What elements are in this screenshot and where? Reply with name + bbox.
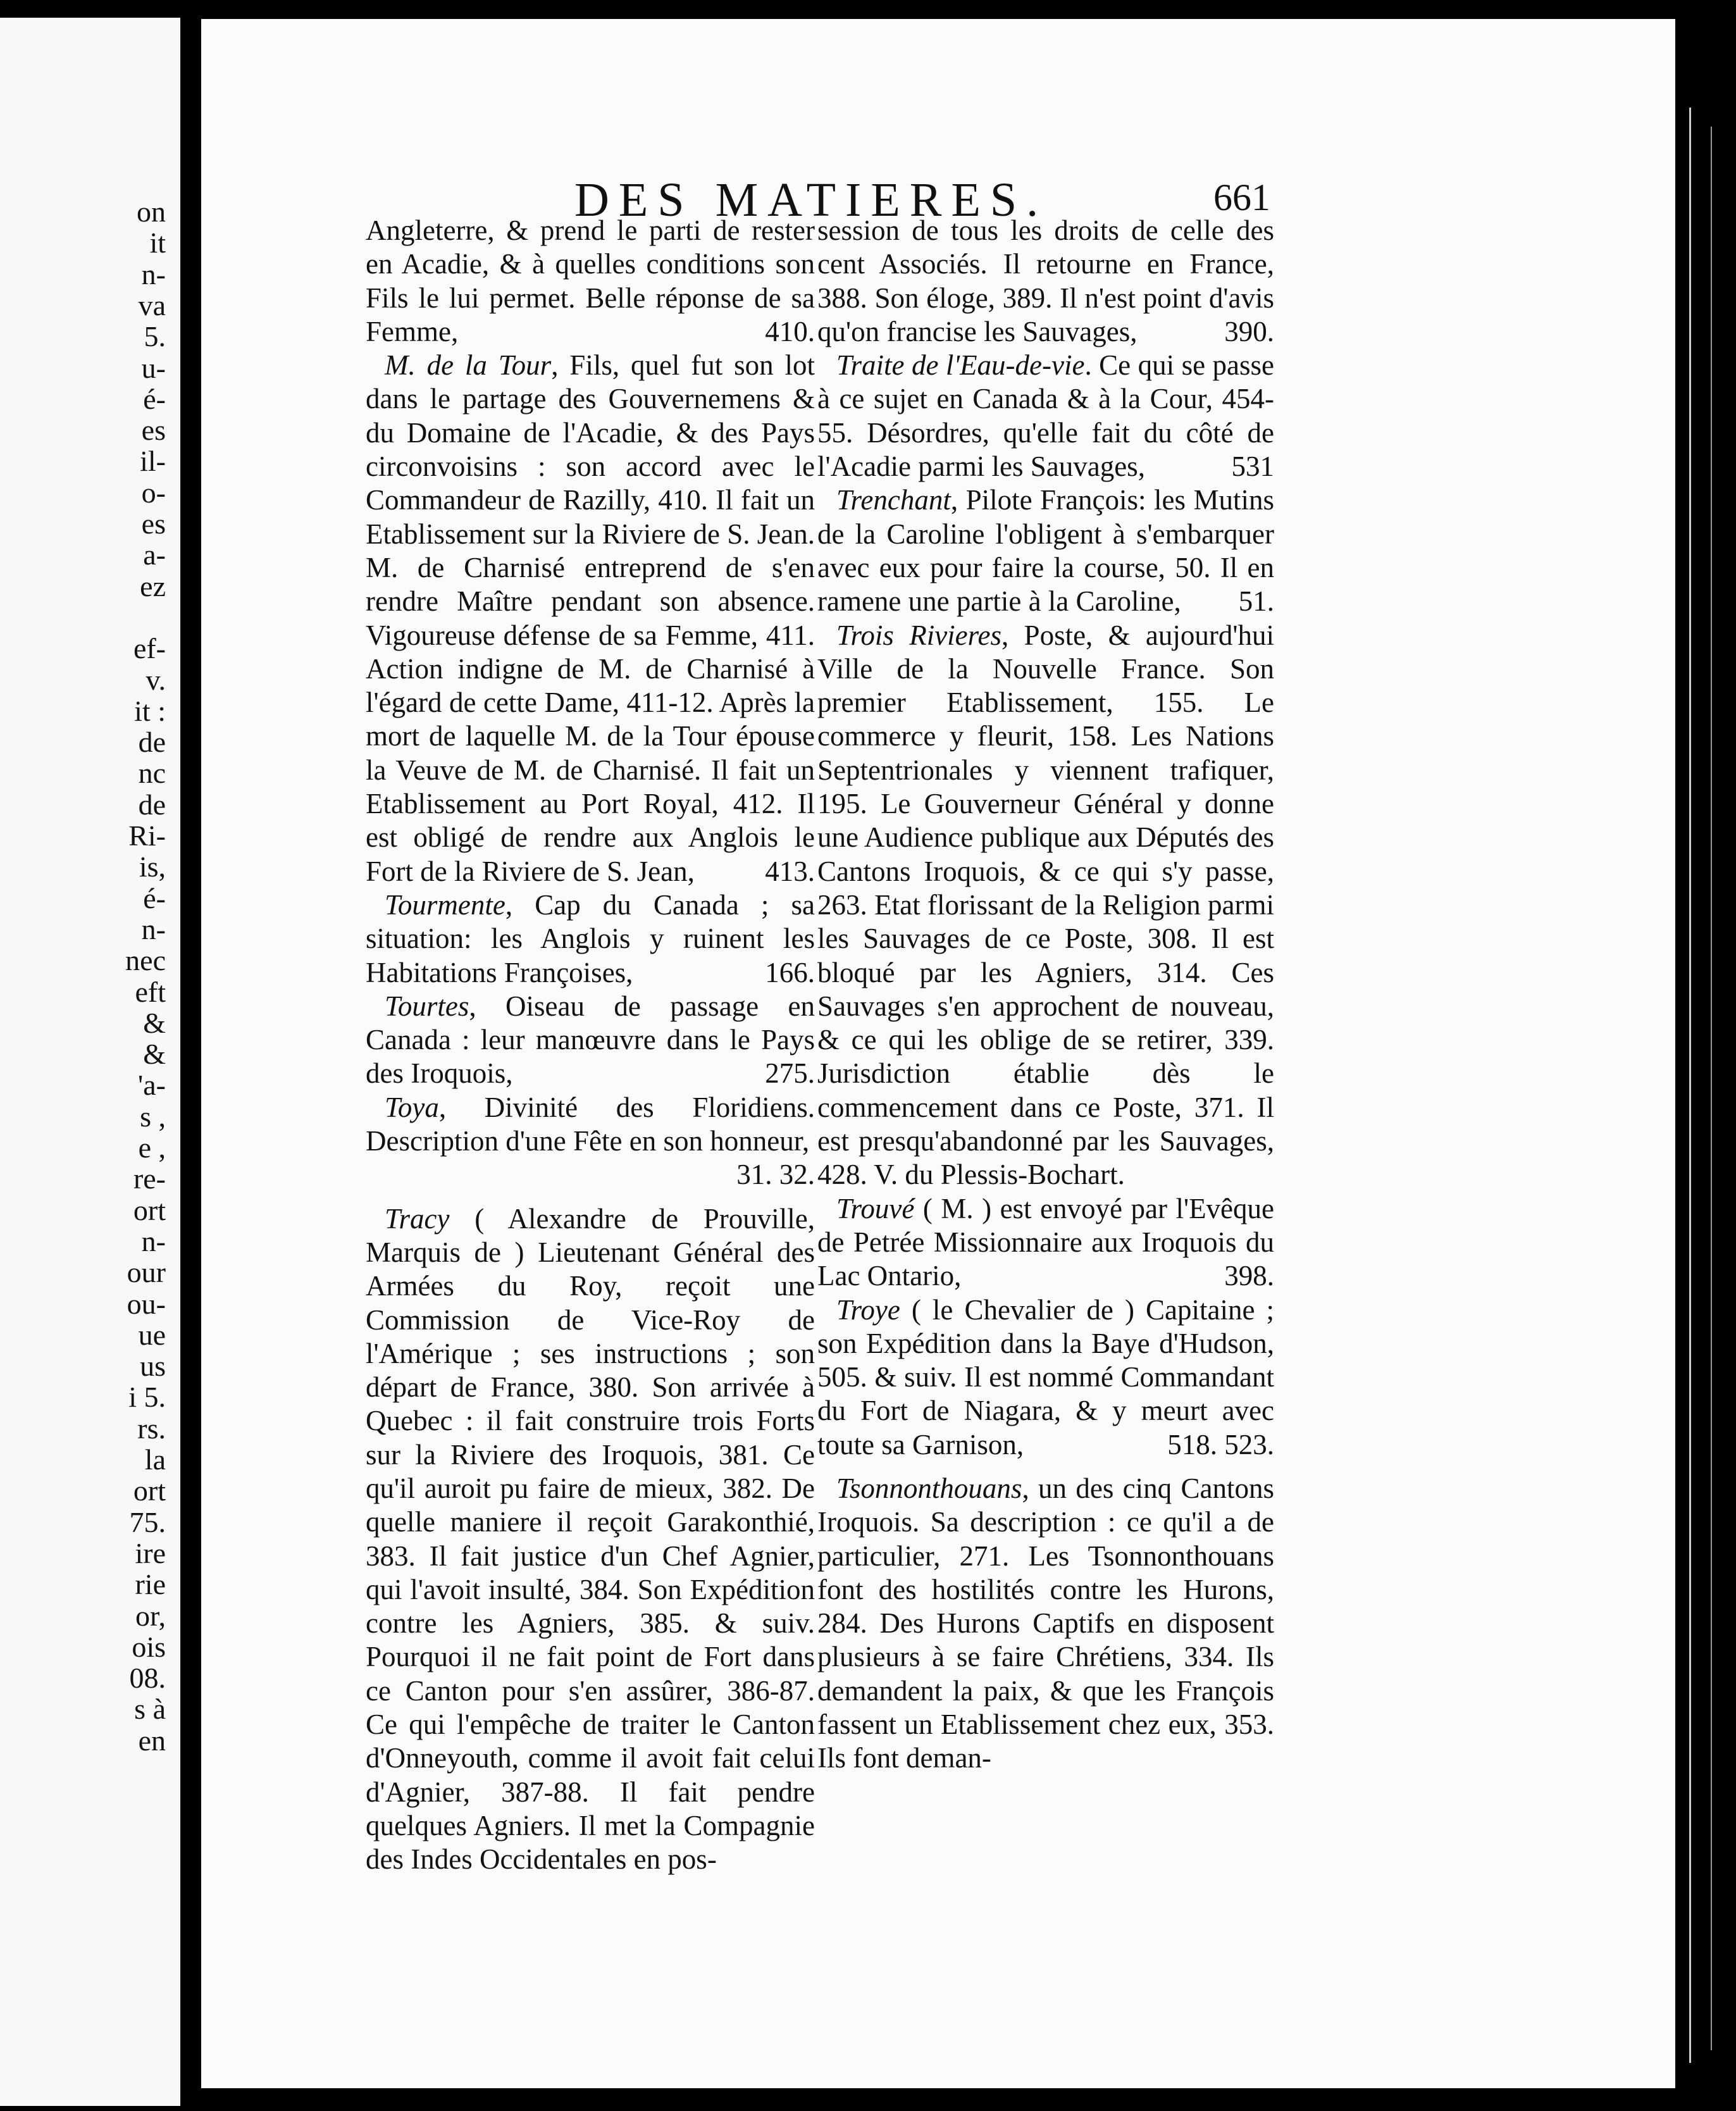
entry-headword: Traite de l'Eau-de-vie	[836, 349, 1085, 382]
left-page-fragment: 'a-	[137, 1069, 166, 1102]
left-page-fragment: s à	[134, 1693, 166, 1726]
left-page-fragment: en	[138, 1724, 166, 1757]
left-page-fragment: on	[137, 196, 166, 228]
entry-spacer	[817, 1462, 1274, 1472]
left-page-fragment: v.	[146, 663, 166, 696]
entry-page-ref: 31. 32.	[736, 1159, 815, 1191]
left-page-fragment: nc	[138, 757, 166, 790]
index-entry	[366, 214, 815, 349]
index-entry	[366, 349, 815, 888]
left-page-fragment: ef-	[133, 632, 166, 665]
left-page-fragment: our	[127, 1256, 166, 1289]
left-page-fragment: rs.	[137, 1412, 166, 1445]
entry-page-ref: 166.	[765, 956, 815, 988]
entry-headword: Trouvé	[836, 1192, 915, 1224]
left-page-fragment: ort	[133, 1193, 166, 1226]
entry-page-ref: 531	[1231, 451, 1274, 483]
left-page-fragment: 5.	[144, 320, 166, 353]
left-page-fragment: i 5.	[128, 1381, 166, 1414]
index-entry	[366, 1202, 815, 1877]
left-page-fragment: re-	[133, 1162, 166, 1195]
left-page-fragment: n-	[141, 912, 166, 945]
entry-headword: Troye	[836, 1293, 900, 1326]
left-page-fragment: s ,	[140, 1100, 166, 1133]
entry-text: , Poste, & aujourd'hui Ville de la Nouvelle France. Son premier Etablissement, 155. Le commerce y fleurit, 158. Les Nations Septentrionales y viennent trafiquer, 195. Le Gouverneur Général y donne une Audience publique aux Députés des Cantons Iroquois, & ce qui s'y passe, 263. Etat florissant de la Religion parmi les Sauvages de ce Poste, 308. Il est bloqué par les Agniers, 314. Ces Sauvages s'en approchent de nouveau, & ce qui les oblige de se retirer, 339. Jurisdiction établie dès le commencement dans ce Poste, 371. Il est presqu'abandonné par les Sauvages, 428. V. du Plessis-Bochart.	[817, 619, 1274, 1191]
left-page-fragment: n-	[141, 258, 166, 290]
index-entry	[817, 214, 1274, 349]
index-entry	[817, 1293, 1274, 1462]
gutter-shadow	[180, 0, 199, 2111]
index-entry	[366, 888, 815, 990]
index-entry	[817, 349, 1274, 483]
left-page-fragment: ou-	[127, 1287, 166, 1320]
entry-page-ref: 398.	[1224, 1260, 1274, 1292]
left-page-fragment: &	[143, 1006, 166, 1039]
entry-headword: Trois Rivieres	[836, 619, 1001, 651]
left-page-fragment: a-	[143, 539, 166, 571]
left-page-fragment: la	[144, 1443, 166, 1476]
index-entry	[817, 483, 1274, 618]
entry-text: , un des cinq Cantons Iroquois. Sa description : ce qu'il a de particulier, 271. Les Tsonnonthouans font des hostilités contre les Hurons, 284. Des Hurons Captifs en disposent plusieurs à se faire Chrétiens, 334. Ils demandent la paix, & que les François fassent un Etablissement chez eux, 353. Ils font deman-	[817, 1472, 1274, 1774]
entry-text: , Divinité des Floridiens. Description d'une Fête en son honneur,	[366, 1091, 815, 1157]
left-page-fragment: ue	[138, 1318, 166, 1351]
entry-headword: Tourmente	[385, 888, 505, 921]
entry-page-ref: 413.	[765, 855, 815, 887]
left-page-fragment: nec	[125, 944, 166, 977]
left-page-fragment: it	[149, 227, 166, 259]
entry-headword: Tracy	[385, 1202, 450, 1235]
left-page-fragment: or,	[135, 1599, 166, 1632]
left-page-fragment: u-	[141, 351, 166, 384]
index-entry	[817, 1472, 1274, 1776]
left-page-fragment: é-	[143, 382, 166, 415]
left-page-fragment: 08.	[129, 1662, 166, 1695]
left-page-fragment: it :	[134, 694, 166, 727]
running-header: DES MATIERES.	[574, 173, 1048, 227]
entry-text: , Oiseau de passage en Canada : leur manœuvre dans le Pays des Iroquois,	[366, 990, 815, 1090]
entry-text: , Pilote François: les Mutins de la Caroline l'obligent à s'embarquer avec eux pour faire la course, 50. Il en ramene une partie à la Caroline,	[817, 484, 1274, 618]
left-page-fragment: &	[143, 1038, 166, 1071]
left-page-fragment: is,	[139, 850, 166, 883]
entry-page-ref: 51.	[1238, 585, 1274, 618]
entry-headword: Tourtes	[385, 990, 469, 1022]
left-page-fragment: il-	[140, 445, 166, 478]
entry-page-ref: 410.	[765, 315, 815, 347]
index-entry	[366, 1091, 815, 1192]
left-page-fragment: ort	[133, 1474, 166, 1507]
entry-page-ref: 275.	[765, 1057, 815, 1090]
left-page-fragment: ois	[132, 1630, 166, 1663]
left-page-fragment: e ,	[138, 1131, 166, 1164]
index-entry	[817, 619, 1274, 1192]
left-page-fragment: o-	[141, 476, 166, 509]
left-page-fragment: va	[138, 289, 166, 321]
entry-text: Angleterre, & prend le parti de rester en Acadie, & à quelles conditions son Fils le lui permet. Belle réponse de sa Femme,	[366, 215, 815, 347]
page-number: 661	[1213, 177, 1270, 218]
left-page-fragment: es	[141, 508, 166, 540]
entry-text: ( M. ) est envoyé par l'Evêque de Petrée Missionnaire aux Iroquois du Lac Ontario,	[817, 1192, 1274, 1292]
entry-text: , Fils, quel fut son lot dans le partage des Gouvernemens & du Domaine de l'Acadie, & des Pays circonvoisins : son accord avec le Commandeur de Razilly, 410. Il fait un Etablissement sur la Riviere de S. Jean. M. de Charnisé entreprend de s'en rendre Maître pendant son absence. Vigoureuse défense de sa Femme, 411. Action indigne de M. de Charnisé à l'égard de cette Dame, 411-12. Après la mort de laquelle M. de la Tour épouse la Veuve de M. de Charnisé. Il fait un Etablissement au Port Royal, 412. Il est obligé de rendre aux Anglois le Fort de la Riviere de S. Jean,	[366, 349, 815, 887]
page-edge-shadow	[1675, 0, 1736, 2111]
left-page-fragment: ire	[135, 1536, 166, 1569]
entry-text: ( le Chevalier de ) Capitaine ; son Expédition dans la Baye d'Hudson, 505. & suiv. Il est nommé Commandant du Fort de Niagara, & y meurt avec toute sa Garnison,	[817, 1293, 1274, 1460]
entry-headword: M. de la Tour	[385, 349, 552, 382]
entry-text: session de tous les droits de celle des cent Associés. Il retourne en France, 388. Son éloge, 389. Il n'est point d'avis qu'on francise les Sauvages,	[817, 215, 1274, 347]
left-page-fragment: n-	[141, 1224, 166, 1257]
left-page-fragment: rie	[135, 1568, 166, 1601]
left-page-fragment: 75.	[129, 1505, 166, 1538]
entry-spacer	[366, 1192, 815, 1202]
entry-text: . Ce qui se passe à ce sujet en Canada & à la Cour, 454-55. Désordres, qu'elle fait du côté de l'Acadie parmi les Sauvages,	[817, 349, 1275, 483]
left-page-fragment: de	[138, 788, 166, 821]
facing-page-fragment	[0, 18, 180, 2106]
entry-text: , Cap du Canada ; sa situation: les Anglois y ruinent les Habitations Françoises,	[366, 888, 815, 988]
left-page-fragment: Ri-	[128, 819, 166, 852]
index-column-left	[366, 214, 815, 1877]
entry-headword: Trenchant	[836, 484, 951, 516]
left-page-fragment: é-	[143, 881, 166, 914]
index-column-right	[817, 214, 1274, 1776]
left-page-fragment: ez	[140, 570, 166, 602]
entry-text: ( Alexandre de Prouville, Marquis de ) Lieutenant Général des Armées du Roy, reçoit une Commission de Vice-Roy de l'Amérique ; ses instructions ; son départ de France, 380. Son arrivée à Quebec : il fait construire trois Forts sur la Riviere des Iroquois, 381. Ce qu'il auroit pu faire de mieux, 382. De quelle maniere il reçoit Garakonthié, 383. Il fait justice d'un Chef Agnier, qui l'avoit insulté, 384. Son Expédition contre les Agniers, 385. & suiv. Pourquoi il ne fait point de Fort dans ce Canton pour s'en assûrer, 386-87. Ce qui l'empêche de traiter le Canton d'Onneyouth, comme il avoit fait celui d'Agnier, 387-88. Il fait pendre quelques Agniers. Il met la Compagnie des Indes Occidentales en pos-	[366, 1202, 815, 1876]
left-page-fragment: de	[138, 726, 166, 759]
entry-headword: Tsonnonthouans	[836, 1472, 1022, 1504]
entry-page-ref: 390.	[1224, 315, 1274, 347]
index-entry	[817, 1192, 1274, 1293]
left-page-fragment: es	[141, 414, 166, 447]
index-entry	[366, 990, 815, 1091]
entry-headword: Toya	[385, 1091, 439, 1123]
entry-page-ref: 518. 523.	[1167, 1428, 1274, 1460]
left-page-fragment: us	[140, 1350, 166, 1383]
left-page-fragment: eft	[135, 975, 166, 1008]
